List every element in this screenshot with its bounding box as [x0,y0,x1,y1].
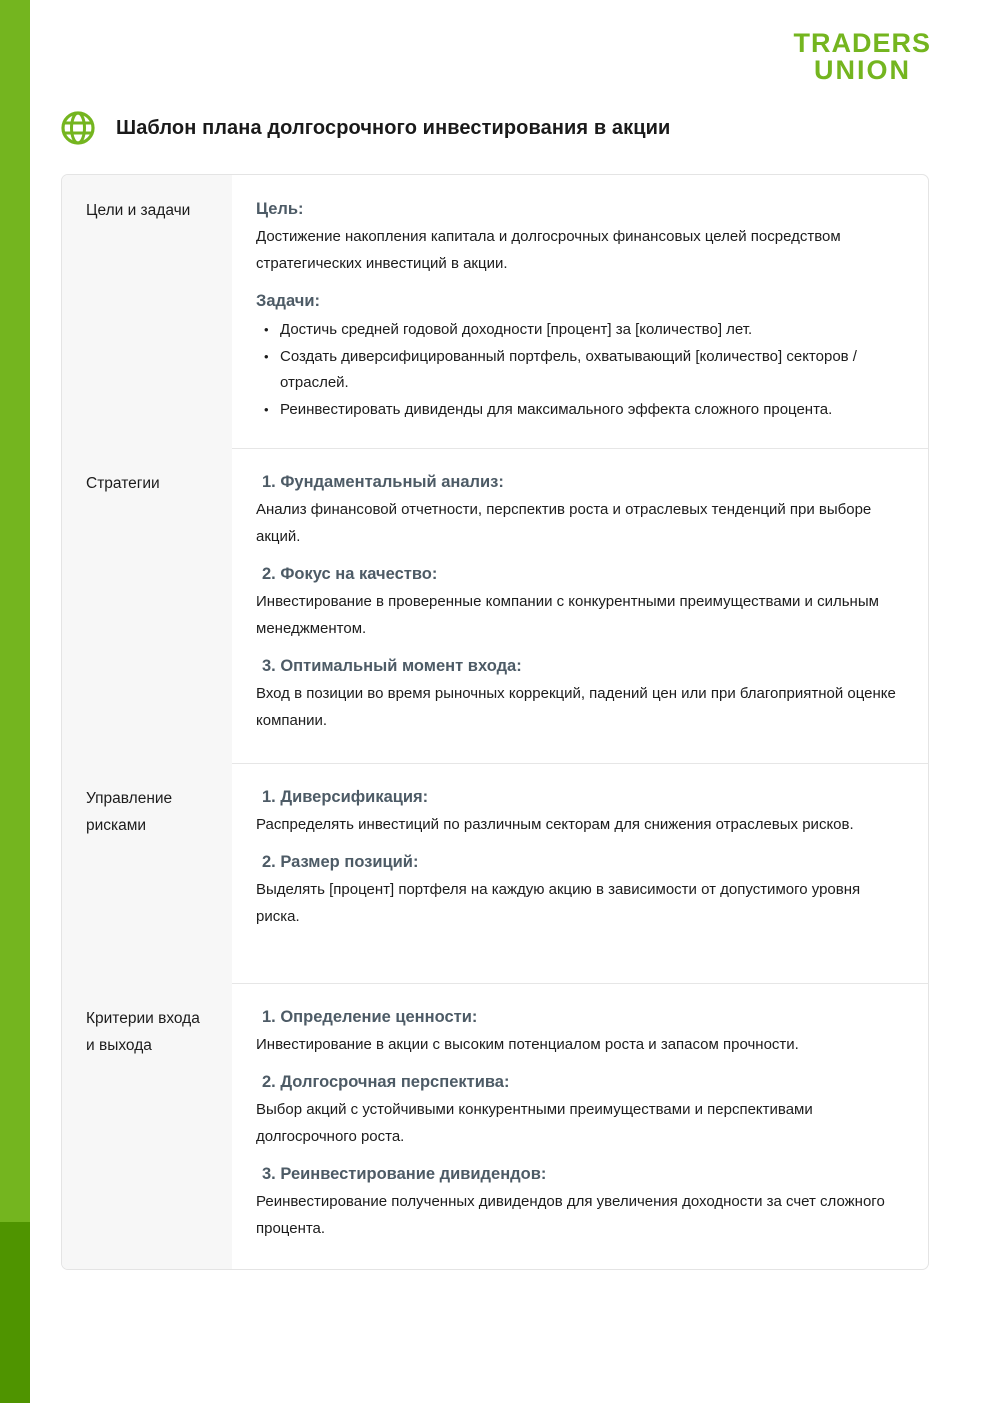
list-item: • Достичь средней годовой доходности [процент] за [количество] лет. [256,317,904,344]
item-text: Выбор акций с устойчивыми конкурентными преимуществами и перспективами долгосрочного роста. [256,1101,813,1145]
row-content [232,983,928,1270]
row-label: Цели и задачи [62,175,232,448]
row-strategies [62,448,928,764]
item-heading: 2. Фокус на качество: [262,565,438,583]
traders-union-logo [771,28,931,84]
tasks-heading: Задачи: [256,292,320,310]
item-text: Распределять инвестиций по различным секторам для снижения отраслевых рисков. [256,816,854,833]
row-label: Стратегии [62,448,232,763]
logo-wordmark [771,28,931,84]
item-heading: 1. Определение ценности: [262,1008,478,1026]
row-criteria [62,983,928,1270]
page-title: Шаблон плана долгосрочного инвестирования в акции [116,116,671,139]
item-heading: 1. Диверсификация: [262,788,429,806]
item-heading: 3. Оптимальный момент входа: [262,657,522,675]
goal-heading: Цель: [256,200,304,218]
item-text: Анализ финансовой отчетности, перспектив роста и отраслевых тенденций при выборе акций. [256,501,872,545]
list-item: • Реинвестировать дивиденды для максимального эффекта сложного процента. [256,397,904,424]
item-heading: 1. Фундаментальный анализ: [262,473,504,491]
item-heading: 3. Реинвестирование дивидендов: [262,1165,547,1183]
side-accent-bar [0,0,30,1222]
title-row [60,110,670,146]
plan-table [61,174,929,1270]
row-content [232,175,928,448]
item-text: Выделять [процент] портфеля на каждую акцию в зависимости от допустимого уровня риска. [256,881,861,925]
goal-text: Достижение накопления капитала и долгосрочных финансовых целей посредством стратегических инвестиций в акции. [256,228,841,272]
list-item: • Создать диверсифицированный портфель, охватывающий [количество] секторов / отраслей. [256,344,904,397]
row-content [232,763,928,983]
logo-line2: UNION [814,55,911,84]
item-text: Инвестирование в проверенные компании с конкурентными преимуществами и сильным менеджментом. [256,593,879,637]
row-content [232,448,928,763]
side-accent-bar-bottom [0,1222,30,1403]
item-text: Вход в позиции во время рыночных коррекций, падений цен или при благоприятной оценке компании. [256,685,896,729]
row-goals [62,175,928,449]
row-risk [62,763,928,984]
logo-line1: TRADERS [793,28,931,58]
row-label: Управление рисками [62,763,232,983]
tasks-list [256,317,904,423]
row-label: Критерии входа и выхода [62,983,232,1270]
globe-icon [60,110,96,146]
item-text: Реинвестирование полученных дивидендов для увеличения доходности за счет сложного процента. [256,1193,885,1237]
item-heading: 2. Размер позиций: [262,853,419,871]
item-text: Инвестирование в акции с высоким потенциалом роста и запасом прочности. [256,1036,799,1053]
item-heading: 2. Долгосрочная перспектива: [262,1073,510,1091]
